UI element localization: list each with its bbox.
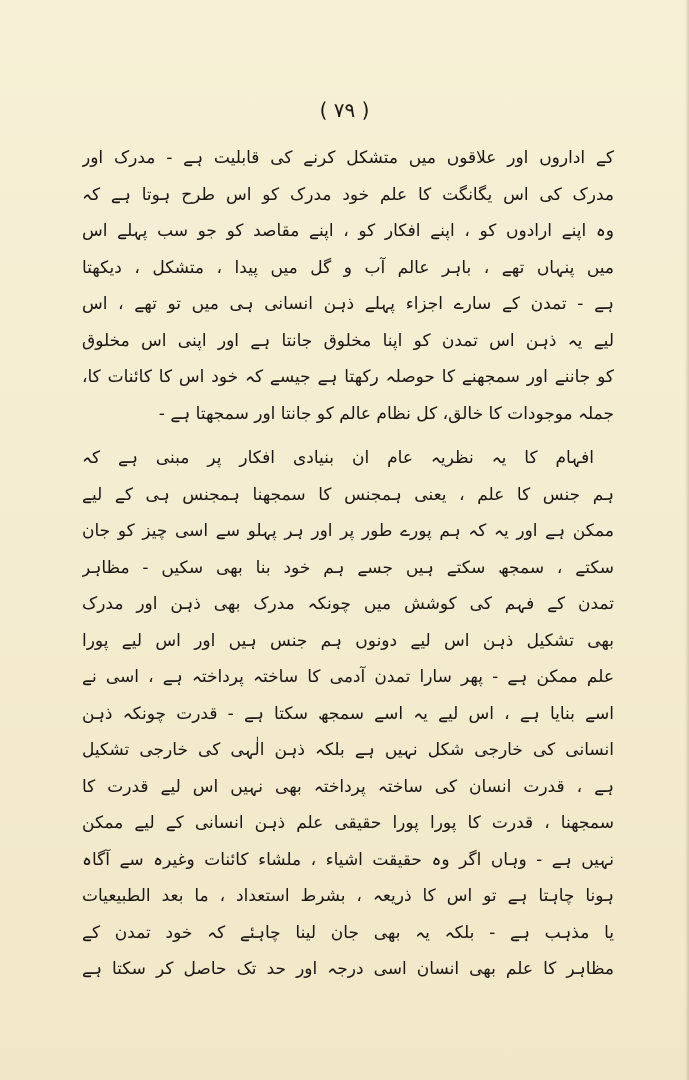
text-line: وہ اپنے ارادوں کو ، اپنے افکار کو ، اپنے مقاصد کو جو سب پہلے اس xyxy=(82,221,614,241)
text-line: کے اداروں اور علاقوں میں متشکل کرنے کی قابلیت ہے - مدرک اور xyxy=(82,148,614,168)
paragraph xyxy=(82,440,614,988)
text-line: ممکن ہے اور یہ کہ ہم پورے طور پر اور ہر پہلو سے اسی چیز کو جان xyxy=(82,521,614,541)
body-text xyxy=(82,140,614,988)
paragraph xyxy=(82,140,614,432)
text-line: ہے ، قدرت انسان کی ساختہ پرداختہ بھی نہیں اس لیے قدرت کا xyxy=(82,776,614,797)
text-line: نہیں ہے - وہاں اگر وہ حقیقت اشیاء ، ملشاء کائنات وغیرہ سے آگاہ xyxy=(82,849,614,870)
text-line: سکتے ، سمجھ سکتے ہیں جسے ہم خود بنا بھی سکیں - مظاہر xyxy=(82,557,614,578)
text-line: مدرک کی اس یگانگت کا علم خود مدرک کو اس طرح ہوتا ہے کہ xyxy=(82,184,614,205)
text-line: ہونا چاہتا ہے تو اس کا ذریعہ ، بشرط استعداد ، ما بعد الطبیعیات xyxy=(82,886,614,906)
text-line: لیے یہ ذہن اس تمدن کو اپنا مخلوق جانتا ہے اور اپنی اس مخلوق xyxy=(82,330,614,351)
text-line: اسے بنایا ہے ، اس لیے یہ اسے سمجھ سکتا ہے - قدرت چونکہ ذہن xyxy=(82,703,614,724)
text-line: ہے - تمدن کے سارے اجزاء پہلے ذہن انسانی ہی میں تو تھے ، اس xyxy=(82,294,614,314)
text-line: افہام کا یہ نظریہ عام ان بنیادی افکار پر مبنی ہے کہ xyxy=(82,448,594,468)
text-line: کو جاننے اور سمجھنے کا حوصلہ رکھتا ہے جیسے کہ خود اس کا کائنات کا، xyxy=(82,367,614,387)
text-line: انسانی کی خارجی شکل نہیں ہے بلکہ ذہن الٰہی کی خارجی تشکیل xyxy=(82,740,614,760)
text-line: یا مذہب ہے - بلکہ یہ بھی جان لینا چاہئے کہ خود تمدن کے xyxy=(82,922,614,943)
text-line: تمدن کے فہم کی کوشش میں چونکہ مدرک بھی ذہن اور مدرک xyxy=(82,594,614,614)
paragraph-gap xyxy=(82,432,614,440)
text-line: مظاہر کا علم بھی انسان اسی درجہ اور حد تک حاصل کر سکتا ہے xyxy=(82,959,614,979)
page-number: ( ٧٩ ) xyxy=(319,98,370,122)
text-line: بھی تشکیل ذہن اس لیے دونوں ہم جنس ہیں اور اس لیے پورا xyxy=(82,630,614,651)
text-line: میں پنہاں تھے ، باہر عالم آب و گل میں پیدا ، متشکل ، دیکھتا xyxy=(82,257,614,278)
text-line: جملہ موجودات کا خالق، کل نظام عالم کو جانتا اور سمجھتا ہے - xyxy=(158,403,614,424)
text-line: ہم جنس کا علم ، یعنی ہمجنس کا سمجھنا ہمجنس ہی کے لیے xyxy=(82,484,614,505)
text-line: علم ممکن ہے - پھر سارا تمدن آدمی کا ساختہ پرداختہ ہے ، اسی نے xyxy=(82,667,614,687)
text-line: سمجھنا ، قدرت کا پورا پورا حقیقی علم ذہن انسانی کے لیے ممکن xyxy=(82,813,614,833)
